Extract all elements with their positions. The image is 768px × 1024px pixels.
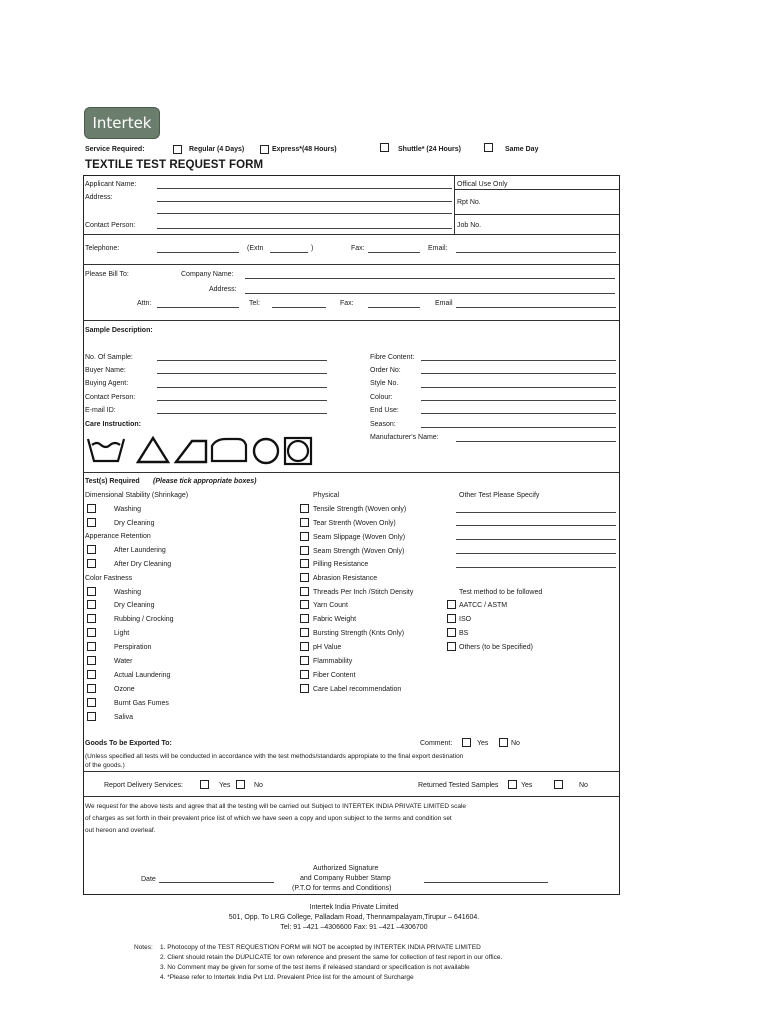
square-circle-icon <box>285 438 311 464</box>
note-item: 4. *Please refer to Intertek India Pvt Ltd. Prevalent Price list for the amount of Surcharge <box>160 974 414 981</box>
email-label: Email: <box>428 245 448 252</box>
intertek-logo <box>84 107 160 139</box>
logo-text: Intertek <box>92 114 152 132</box>
sample-left-label: E-mail ID: <box>85 407 116 414</box>
circle-icon <box>254 439 278 463</box>
checkbox[interactable] <box>300 532 309 541</box>
test-item: Saliva <box>114 714 134 721</box>
checkbox[interactable] <box>300 573 309 582</box>
test-item: Threads Per Inch /Stitch Density <box>313 589 414 596</box>
checkbox[interactable] <box>300 518 309 527</box>
checkbox[interactable] <box>300 600 309 609</box>
color-fastness-heading: Color Fastness <box>85 575 133 582</box>
report-yes-label: Yes <box>219 782 231 789</box>
sample-right-field[interactable] <box>421 427 616 428</box>
returned-samples-label: Returned Tested Samples <box>418 782 499 789</box>
test-item: Burnt Gas Fumes <box>114 700 169 707</box>
divider <box>83 234 619 235</box>
test-item: Perspiration <box>114 644 152 651</box>
service-required-label: Service Required: <box>85 146 145 153</box>
comment-no-checkbox[interactable] <box>499 738 508 747</box>
other-test-field[interactable] <box>456 567 616 568</box>
divider <box>83 472 619 473</box>
bill-tel-field[interactable] <box>272 307 326 308</box>
note-item: 3. No Comment may be given for some of the test items if released standard or specification is not available <box>160 964 470 971</box>
sample-right-label: End Use: <box>370 407 399 414</box>
test-item: Care Label recommendation <box>313 686 402 693</box>
contact-person-label: Contact Person: <box>85 222 136 229</box>
divider <box>454 214 619 215</box>
divider <box>83 264 619 265</box>
bill-company-field[interactable] <box>245 278 615 279</box>
checkbox[interactable] <box>87 642 96 651</box>
test-item: Washing <box>114 506 141 513</box>
bill-email-field[interactable] <box>456 307 616 308</box>
test-item: Fabric Weight <box>313 616 357 623</box>
checkbox[interactable] <box>87 670 96 679</box>
checkbox[interactable] <box>87 559 96 568</box>
comment-yes-checkbox[interactable] <box>462 738 471 747</box>
checkbox[interactable] <box>300 614 309 623</box>
sample-left-label: No. Of Sample: <box>85 354 133 361</box>
rpt-no-label: Rpt No. <box>457 199 481 206</box>
footer-company: Intertek India Private Limited <box>309 904 399 911</box>
export-note-1: (Unless specified all tests will be conducted in accordance with the test methods/standards appropiate to the final export destination <box>85 753 464 760</box>
signature-line-2: and Company Rubber Stamp <box>300 875 391 882</box>
tumble-dry-icon <box>176 441 206 462</box>
checkbox[interactable] <box>300 656 309 665</box>
extn-field[interactable] <box>270 252 308 253</box>
test-item: Seam Strength (Woven Only) <box>313 548 405 555</box>
bill-attn-label: Attn: <box>137 300 152 307</box>
other-test-field[interactable] <box>456 512 616 513</box>
sample-right-field[interactable] <box>421 360 616 361</box>
extn-label: (Extn <box>247 245 264 252</box>
export-label: Goods To be Exported To: <box>85 740 172 747</box>
job-no-label: Job No. <box>457 222 482 229</box>
test-item: After Laundering <box>114 547 166 554</box>
divider <box>83 320 619 321</box>
checkbox[interactable] <box>87 614 96 623</box>
other-test-heading: Other Test Please Specify <box>459 492 540 499</box>
regular-label: Regular (4 Days) <box>189 146 245 153</box>
test-item: pH Value <box>313 644 342 651</box>
returned-no-label: No <box>579 782 588 789</box>
returned-no-checkbox[interactable] <box>554 780 563 789</box>
comment-yes-label: Yes <box>477 740 489 747</box>
tests-heading: Test(s) Required <box>85 478 140 485</box>
sample-left-field[interactable] <box>157 400 327 401</box>
sample-right-field[interactable] <box>421 387 616 388</box>
divider <box>454 189 619 190</box>
other-test-field[interactable] <box>456 525 616 526</box>
checkbox[interactable] <box>447 600 456 609</box>
checkbox[interactable] <box>87 600 96 609</box>
test-item: Rubbing / Crocking <box>114 616 174 623</box>
care-instruction-label: Care Instruction: <box>85 421 142 428</box>
regular-checkbox[interactable] <box>173 145 182 154</box>
footer-address: 501, Opp. To LRG College, Palladam Road, Thennampalayam,Tirupur – 641604. <box>228 914 480 921</box>
office-divider <box>454 175 455 234</box>
sample-left-field[interactable] <box>157 413 327 414</box>
test-item: Fiber Content <box>313 672 356 679</box>
bleach-triangle-icon <box>138 438 168 462</box>
test-item: Flammability <box>313 658 353 665</box>
test-item: Light <box>114 630 130 637</box>
extn-close: ) <box>311 245 314 252</box>
checkbox[interactable] <box>447 642 456 651</box>
bill-to-label: Please Bill To: <box>85 271 129 278</box>
checkbox[interactable] <box>447 614 456 623</box>
footer-tel: Tel: 91 –421 –4306600 Fax: 91 –421 –4306700 <box>280 924 428 931</box>
test-item: Ozone <box>114 686 135 693</box>
test-item: Water <box>114 658 133 665</box>
test-item: After Dry Cleaning <box>114 561 172 568</box>
agreement-line: of charges as set forth in their prevalent price list of which we have seen a copy and upon subject to the terms and condition set <box>85 815 452 822</box>
checkbox[interactable] <box>87 545 96 554</box>
checkbox[interactable] <box>87 712 96 721</box>
bill-fax-field[interactable] <box>368 307 420 308</box>
export-note-2: of the goods.) <box>85 762 125 769</box>
form-title: TEXTILE TEST REQUEST FORM <box>85 159 264 171</box>
bill-address-label: Address: <box>209 286 237 293</box>
divider <box>83 771 619 772</box>
address-field-2[interactable] <box>157 213 452 214</box>
sample-left-label: Buyer Name: <box>85 367 126 374</box>
applicant-name-field[interactable] <box>157 188 452 189</box>
report-no-checkbox[interactable] <box>236 780 245 789</box>
divider <box>83 796 619 797</box>
checkbox[interactable] <box>300 684 309 693</box>
sample-right-field[interactable] <box>421 413 616 414</box>
address-label: Address: <box>85 194 113 201</box>
washing-tub-icon <box>88 439 124 461</box>
method-item: ISO <box>459 616 472 623</box>
test-method-heading: Test method to be followed <box>459 589 543 596</box>
sample-right-field[interactable] <box>456 441 616 442</box>
shuttle-label: Shuttle* (24 Hours) <box>398 146 462 153</box>
sample-left-field[interactable] <box>157 360 327 361</box>
sample-right-label: Manufacturer's Name: <box>370 434 439 441</box>
telephone-field[interactable] <box>157 252 239 253</box>
fax-field[interactable] <box>368 252 420 253</box>
test-item: Pilling Resistance <box>313 561 369 568</box>
sample-right-label: Season: <box>370 421 396 428</box>
sample-left-label: Buying Agent: <box>85 380 129 387</box>
checkbox[interactable] <box>300 628 309 637</box>
date-field[interactable] <box>159 882 274 883</box>
other-test-field[interactable] <box>456 553 616 554</box>
test-item: Seam Slippage (Woven Only) <box>313 534 406 541</box>
test-item: Tensile Strength (Woven only) <box>313 506 407 513</box>
bill-fax-label: Fax: <box>340 300 354 307</box>
checkbox[interactable] <box>300 559 309 568</box>
checkbox[interactable] <box>300 587 309 596</box>
same-day-checkbox[interactable] <box>484 143 493 152</box>
test-item: Tear Strenth (Woven Only) <box>313 520 396 527</box>
sample-heading: Sample Description: <box>85 327 153 334</box>
sample-right-label: Style No. <box>370 380 399 387</box>
report-no-label: No <box>254 782 263 789</box>
method-item: BS <box>459 630 469 637</box>
fax-label: Fax: <box>351 245 365 252</box>
report-yes-checkbox[interactable] <box>200 780 209 789</box>
test-item: Bursting Strength (Knts Only) <box>313 630 405 637</box>
checkbox[interactable] <box>300 546 309 555</box>
dry-clean-circle-icon <box>212 439 246 461</box>
shuttle-checkbox[interactable] <box>380 143 389 152</box>
applicant-name-label: Applicant Name: <box>85 181 137 188</box>
note-item: 1. Photocopy of the TEST REQUESTION FORM will NOT be accepted by INTERTEK INDIA PRIVATE LIMITED <box>160 944 481 951</box>
report-delivery-label: Report Delivery Services: <box>104 782 183 789</box>
checkbox[interactable] <box>87 587 96 596</box>
sample-left-label: Contact Person: <box>85 394 136 401</box>
test-item: Dry Cleaning <box>114 520 155 527</box>
checkbox[interactable] <box>87 518 96 527</box>
telephone-label: Telephone: <box>85 245 120 252</box>
bill-attn-field[interactable] <box>157 307 239 308</box>
checkbox[interactable] <box>447 628 456 637</box>
tests-heading-note: (Please tick appropriate boxes) <box>153 478 257 485</box>
sample-left-field[interactable] <box>157 373 327 374</box>
express-checkbox[interactable] <box>260 145 269 154</box>
same-day-label: Same Day <box>505 146 539 153</box>
checkbox[interactable] <box>87 656 96 665</box>
bill-email-label: Email <box>435 300 453 307</box>
test-item: Yarn Count <box>313 602 348 609</box>
test-item: Dry Cleaning <box>114 602 155 609</box>
date-label: Date <box>141 876 156 883</box>
sample-right-field[interactable] <box>421 400 616 401</box>
comment-label: Comment: <box>420 740 453 747</box>
signature-field[interactable] <box>424 882 548 883</box>
signature-line-1: Authorized Signature <box>313 865 379 872</box>
contact-person-field[interactable] <box>157 228 452 229</box>
checkbox[interactable] <box>87 684 96 693</box>
bill-address-field[interactable] <box>245 293 615 294</box>
office-use-heading: Offical Use Only <box>457 181 508 188</box>
method-item: AATCC / ASTM <box>459 602 508 609</box>
agreement-line: We request for the above tests and agree that all the testing will be carried out Subject to INTERTEK INDIA PRIVATE LIMITED scale <box>85 803 467 810</box>
returned-yes-label: Yes <box>521 782 533 789</box>
dimensional-heading: Dimensional Stability (Shrinkage) <box>85 492 189 499</box>
method-item: Others (to be Specified) <box>459 644 533 651</box>
address-field-1[interactable] <box>157 201 452 202</box>
sample-right-label: Order No: <box>370 367 401 374</box>
physical-heading: Physical <box>313 492 340 499</box>
note-item: 2. Client should retain the DUPLICATE for own reference and present the same for collection of test report in our office. <box>160 954 503 961</box>
sample-right-label: Colour: <box>370 394 393 401</box>
test-item: Washing <box>114 589 141 596</box>
notes-label: Notes: <box>134 944 153 951</box>
test-item: Abrasion Resistance <box>313 575 378 582</box>
comment-no-label: No <box>511 740 520 747</box>
bill-tel-label: Tel: <box>249 300 260 307</box>
checkbox[interactable] <box>87 628 96 637</box>
care-symbols <box>86 433 320 467</box>
other-test-field[interactable] <box>456 539 616 540</box>
agreement-line: out hereon and overleaf. <box>85 827 156 834</box>
checkbox[interactable] <box>300 504 309 513</box>
checkbox[interactable] <box>300 670 309 679</box>
sample-left-field[interactable] <box>157 387 327 388</box>
returned-yes-checkbox[interactable] <box>508 780 517 789</box>
test-item: Actual Laundering <box>114 672 171 679</box>
sample-right-label: Fibre Content: <box>370 354 415 361</box>
checkbox[interactable] <box>87 698 96 707</box>
signature-line-3: (P.T.O for terms and Conditions) <box>292 885 392 892</box>
checkbox[interactable] <box>300 642 309 651</box>
sample-right-field[interactable] <box>421 373 616 374</box>
checkbox[interactable] <box>87 504 96 513</box>
bill-company-label: Company Name: <box>181 271 234 278</box>
express-label: Express*(48 Hours) <box>272 146 337 153</box>
email-field[interactable] <box>456 252 616 253</box>
appearance-heading: Apperance Retention <box>85 533 151 540</box>
